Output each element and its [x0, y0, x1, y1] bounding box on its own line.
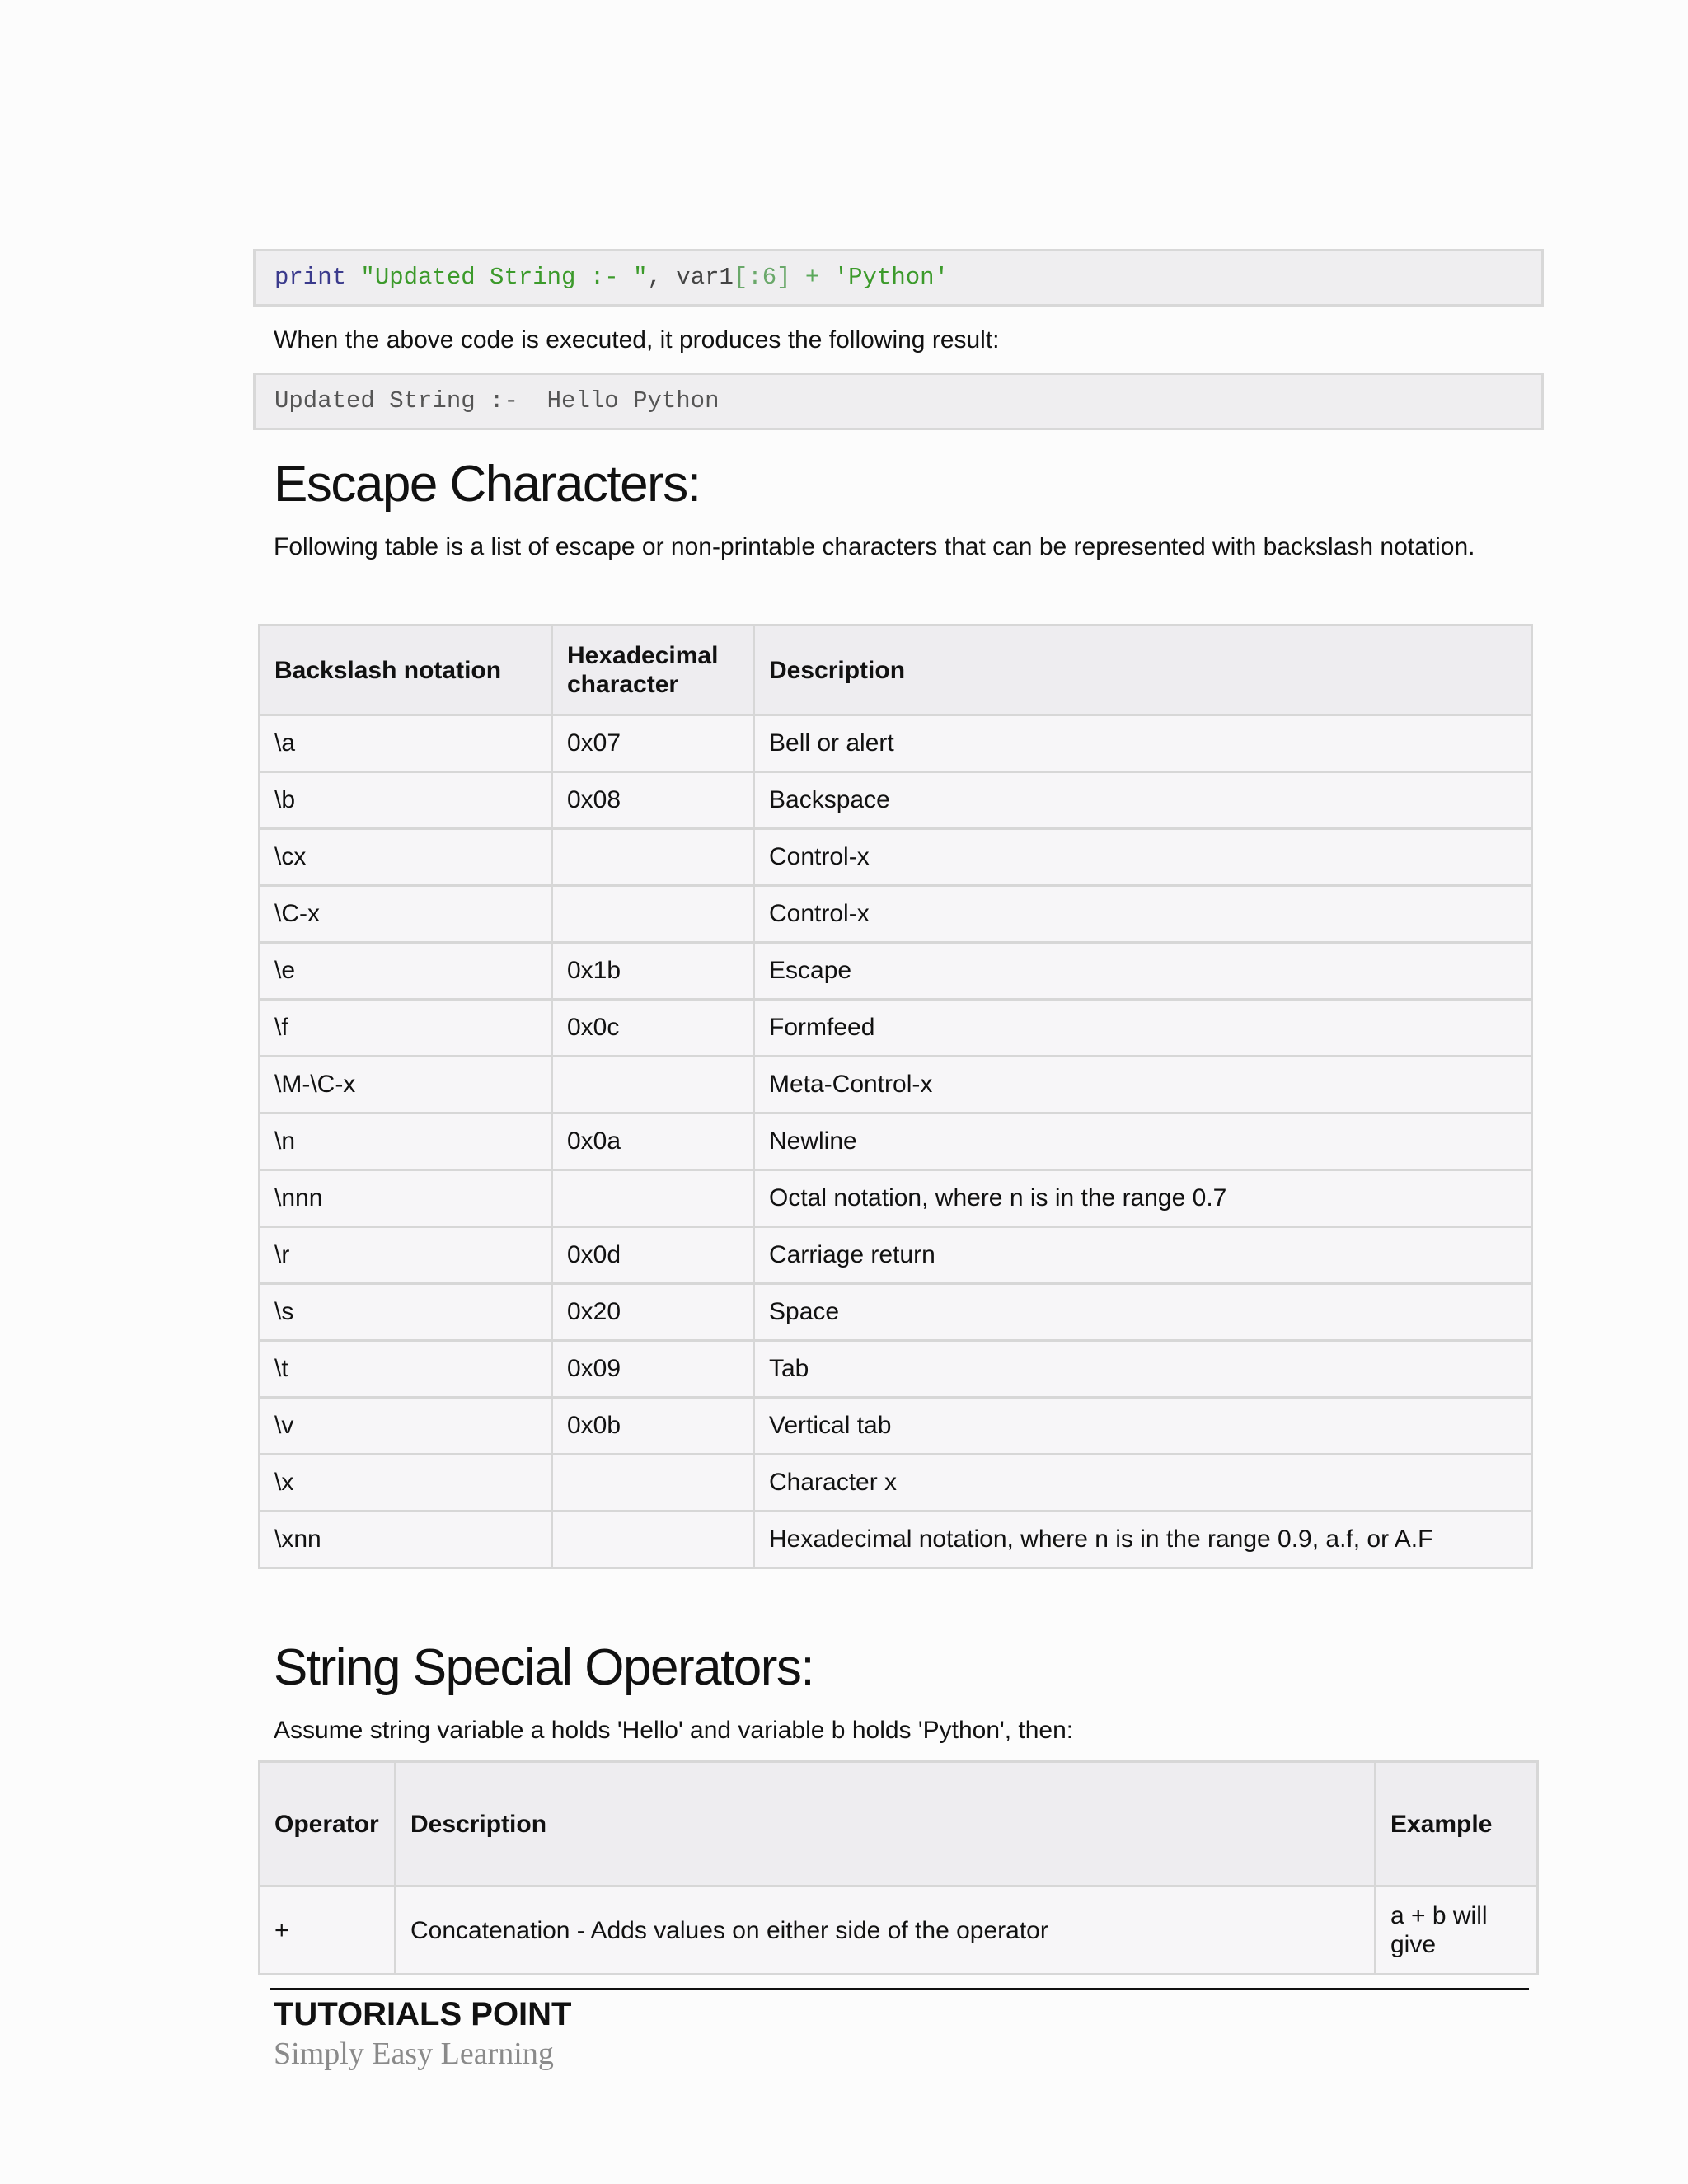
table-cell: \xnn: [260, 1511, 552, 1568]
table-cell: Tab: [754, 1341, 1532, 1398]
code-variable: , var1: [647, 264, 734, 291]
operators-heading: String Special Operators:: [274, 1639, 814, 1696]
table-cell: [552, 1511, 754, 1568]
operators-table-body: [260, 1886, 1538, 1975]
header-hexadecimal-character: Hexadecimal character: [552, 626, 754, 715]
table-cell: [552, 1057, 754, 1113]
table-row: [260, 829, 1532, 886]
table-cell: Meta-Control-x: [754, 1057, 1532, 1113]
code-operator: +: [790, 264, 834, 291]
table-header-row: [260, 1762, 1538, 1886]
table-cell: Newline: [754, 1113, 1532, 1170]
table-header-row: [260, 626, 1532, 715]
output-block: Updated String :- Hello Python: [253, 373, 1544, 430]
header-example: Example: [1376, 1762, 1538, 1886]
escape-heading: Escape Characters:: [274, 456, 701, 513]
table-row: [260, 1284, 1532, 1341]
table-cell: Vertical tab: [754, 1398, 1532, 1455]
code-block: [253, 249, 1544, 307]
escape-characters-table: [258, 624, 1533, 1569]
table-cell: \e: [260, 943, 552, 1000]
table-cell: \cx: [260, 829, 552, 886]
table-cell: 0x0a: [552, 1113, 754, 1170]
table-cell: \C-x: [260, 886, 552, 943]
table-cell: Bell or alert: [754, 715, 1532, 772]
table-cell: a + b will give: [1376, 1886, 1538, 1975]
table-cell: Character x: [754, 1455, 1532, 1511]
table-row: [260, 1000, 1532, 1057]
table-cell: 0x07: [552, 715, 754, 772]
table-cell: Backspace: [754, 772, 1532, 829]
header-description: Description: [396, 1762, 1376, 1886]
table-row: [260, 1113, 1532, 1170]
table-cell: [552, 1170, 754, 1227]
table-row: [260, 1227, 1532, 1284]
table-cell: Space: [754, 1284, 1532, 1341]
table-row: [260, 1511, 1532, 1568]
escape-description: Following table is a list of escape or non-printable characters that can be represented with backslash notation.: [274, 533, 1475, 560]
table-row: [260, 1057, 1532, 1113]
table-row: [260, 1398, 1532, 1455]
table-cell: \s: [260, 1284, 552, 1341]
table-cell: 0x08: [552, 772, 754, 829]
table-cell: \nnn: [260, 1170, 552, 1227]
table-cell: [552, 1455, 754, 1511]
table-cell: \v: [260, 1398, 552, 1455]
code-keyword: print: [274, 264, 347, 291]
table-cell: Control-x: [754, 886, 1532, 943]
footer-divider: [270, 1988, 1529, 1990]
table-cell: Hexadecimal notation, where n is in the range 0.9, a.f, or A.F: [754, 1511, 1532, 1568]
table-row: [260, 1455, 1532, 1511]
string-operators-table: [258, 1760, 1539, 1975]
table-cell: \n: [260, 1113, 552, 1170]
table-cell: +: [260, 1886, 396, 1975]
escape-table-body: [260, 715, 1532, 1568]
result-intro: When the above code is executed, it produces the following result:: [274, 326, 1000, 354]
code-string: "Updated String :- ": [360, 264, 648, 291]
header-backslash-notation: Backslash notation: [260, 626, 552, 715]
table-cell: \a: [260, 715, 552, 772]
table-cell: \f: [260, 1000, 552, 1057]
table-cell: 0x20: [552, 1284, 754, 1341]
table-row: [260, 886, 1532, 943]
table-cell: [552, 886, 754, 943]
table-cell: Octal notation, where n is in the range 0.7: [754, 1170, 1532, 1227]
footer-title: TUTORIALS POINT: [274, 1996, 572, 2032]
table-cell: Control-x: [754, 829, 1532, 886]
table-cell: 0x0d: [552, 1227, 754, 1284]
header-description: Description: [754, 626, 1532, 715]
table-cell: Escape: [754, 943, 1532, 1000]
table-cell: 0x0c: [552, 1000, 754, 1057]
table-row: [260, 1170, 1532, 1227]
table-cell: Carriage return: [754, 1227, 1532, 1284]
table-cell: [552, 829, 754, 886]
table-cell: 0x1b: [552, 943, 754, 1000]
table-cell: \M-\C-x: [260, 1057, 552, 1113]
table-row: [260, 943, 1532, 1000]
table-row: [260, 1341, 1532, 1398]
table-row: [260, 1886, 1538, 1975]
table-cell: 0x0b: [552, 1398, 754, 1455]
table-cell: 0x09: [552, 1341, 754, 1398]
table-row: [260, 772, 1532, 829]
code-literal: 'Python': [833, 264, 949, 291]
operators-description: Assume string variable a holds 'Hello' and variable b holds 'Python', then:: [274, 1717, 1074, 1744]
table-cell: \r: [260, 1227, 552, 1284]
table-cell: Formfeed: [754, 1000, 1532, 1057]
table-row: [260, 715, 1532, 772]
table-cell: \t: [260, 1341, 552, 1398]
table-cell: \b: [260, 772, 552, 829]
footer-subtitle: Simply Easy Learning: [274, 2036, 554, 2071]
code-slice: [:6]: [733, 264, 791, 291]
table-cell: \x: [260, 1455, 552, 1511]
header-operator: Operator: [260, 1762, 396, 1886]
table-cell: Concatenation - Adds values on either side of the operator: [396, 1886, 1376, 1975]
